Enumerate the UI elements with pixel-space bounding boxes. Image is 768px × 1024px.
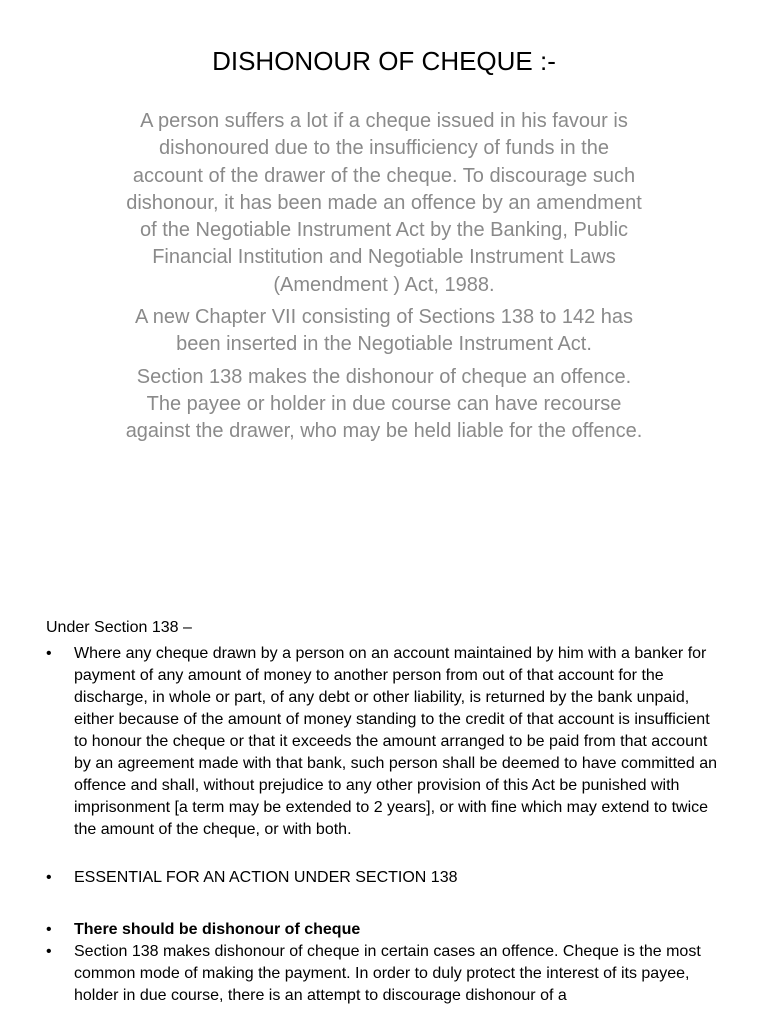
bullet-item-dishonour-heading [46,919,726,941]
bullet-text: Where any cheque drawn by a person on an account maintained by him with a banker for payment of any amount of money to another person from out of that account for the discharge, in whole or part, of any debt or other liability, is returned by the bank unpaid, either because of the amount of money standing to the credit of that account is insufficient to honour the cheque or that it exceeds the amount arranged to be paid from that account by an agreement made with that bank, such person shall be deemed to have committed an offence and shall, without prejudice to any other provision of this Act be punished with imprisonment [a term may be extended to 2 years], or with fine which may extend to twice the amount of the cheque, or with both. [74,645,718,838]
bullet-item-dishonour-text [46,941,726,1007]
bullet-text: Section 138 makes dishonour of cheque in certain cases an offence. Cheque is the most common mode of making the payment. In order to duly protect the interest of its payee, holder in due course, there is an attempt to discourage dishonour of a [74,943,701,1004]
bullet-icon: • [46,869,52,886]
bullet-icon: • [46,921,52,938]
bullet-icon: • [46,645,52,662]
intro-block [124,108,644,451]
section-heading: Under Section 138 – [46,619,192,636]
bullet-item-definition [46,643,726,841]
intro-paragraph-3: Section 138 makes the dishonour of cheque an offence. The payee or holder in due course can have recourse against the drawer, who may be held liable for the offence. [125,365,643,443]
intro-paragraph-2: A new Chapter VII consisting of Sections 138 to 142 has been inserted in the Negotiable Instrument Act. [134,306,634,356]
section-138-block [46,617,726,1007]
page-title: DISHONOUR OF CHEQUE :- [212,46,556,76]
bullet-icon: • [46,943,52,960]
bullet-text: There should be dishonour of cheque [74,921,361,938]
bullet-item-essentials [46,867,726,889]
intro-paragraph-1: A person suffers a lot if a cheque issued in his favour is dishonoured due to the insufficiency of funds in the account of the drawer of the cheque. To discourage such dishonour, it has been made an offence by an amendment of the Negotiable Instrument Act by the Banking, Public Financial Institution and Negotiable Instrument Laws (Amendment ) Act, 1988. [126,110,642,296]
bullet-text: ESSENTIAL FOR AN ACTION UNDER SECTION 138 [74,869,458,886]
